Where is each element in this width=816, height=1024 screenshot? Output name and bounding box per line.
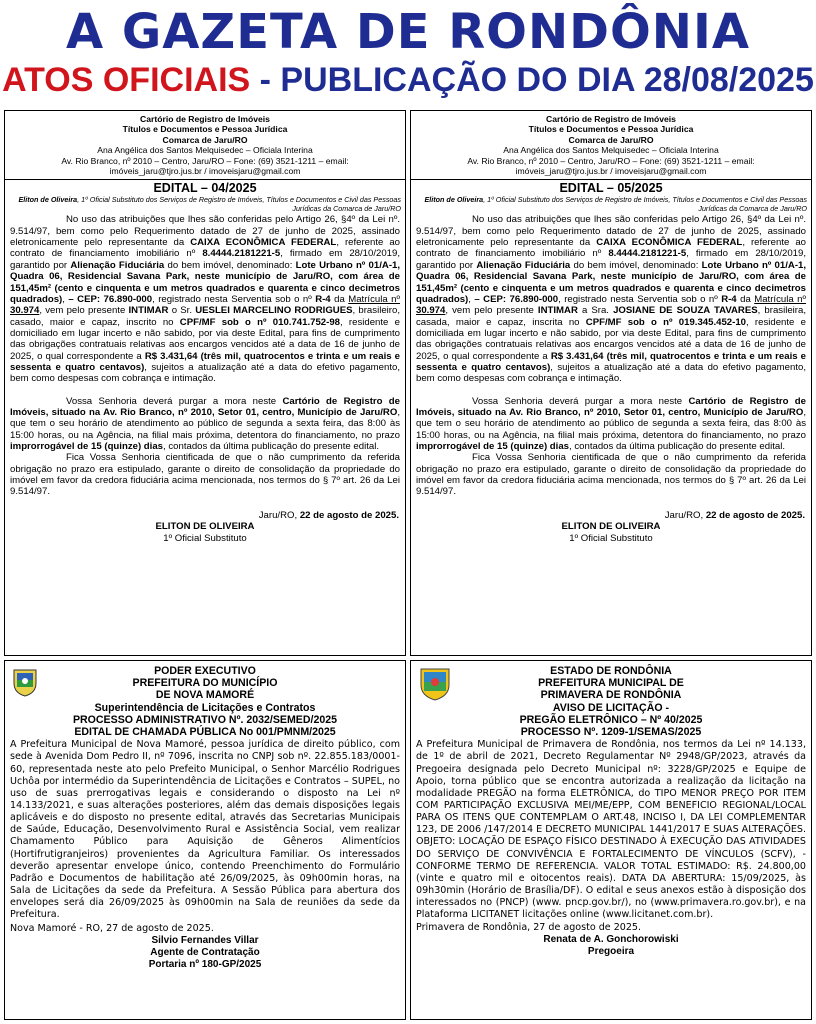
header-line: PREGÃO ELETRÔNICO – Nº 40/2025 (519, 713, 703, 726)
edital-signer: Eliton de Oliveira, 1º Oficial Substituto dos Serviços de Registro de Imóveis, Títulos e Documentos e Civil das Pessoas Jurídicas da Comarca de Jaru/RO (18, 195, 401, 214)
signature-portaria: Portaria nº 180-GP/2025 (148, 958, 262, 970)
masthead (0, 0, 816, 108)
signature-name: Renata de A. Gonchorowiski (543, 933, 679, 945)
edital-paragraph-2: Vossa Senhoria deverá purgar a mora neste Cartório de Registro de Imóveis, situado na Av. Rio Branco, nº 2010, Setor 01, centro, Município de Jaru/RO, que tem o seu horário de atendimento ao público de segunda a sexta feira, das 8:00 às 15:00 horas, ou na Agência, na filial mais próxima, detentora do financiamento, no prazo improrrogável de 15 (quinze) dias, contados da última publicação do presente edital. (10, 395, 400, 452)
primavera-notice (410, 660, 812, 1020)
signature-name: ELITON DE OLIVEIRA (155, 521, 255, 533)
nova-mamore-notice (4, 660, 406, 1020)
header-line: PRIMAVERA DE RONDÔNIA (540, 689, 682, 702)
cartorio-name: Cartório de Registro de Imóveis (140, 114, 270, 124)
header-line: PROCESSO ADMINISTRATIVO Nº. 2032/SEMED/2025 (72, 713, 338, 726)
cartorio-oficiala: Ana Angélica dos Santos Melquisedec – Oficiala Interina (97, 145, 313, 156)
header-line: PROCESSO Nº. 1209-1/SEMAS/2025 (520, 726, 702, 739)
newspaper-title: A GAZETA DE RONDÔNIA (66, 4, 750, 60)
header-line: DE NOVA MAMORÉ (155, 689, 255, 702)
notice-header (411, 661, 811, 738)
notice-header (5, 661, 405, 738)
edital-04-notice (4, 110, 406, 656)
notice-signature (411, 934, 811, 958)
signature-role: Agente de Contratação (150, 946, 260, 958)
publication-date-label: - PUBLICAÇÃO DO DIA 28/08/2025 (250, 61, 814, 99)
edital-body (5, 213, 405, 497)
primavera-crest-icon (415, 667, 455, 701)
municipal-crest-icon (11, 667, 39, 697)
divider (5, 179, 405, 180)
signature-name: Silvio Fernandes Villar (151, 934, 259, 946)
edital-signature (5, 521, 405, 544)
header-line: AVISO DE LICITAÇÃO - (552, 701, 670, 714)
notice-body (5, 738, 405, 935)
cartorio-oficiala: Ana Angélica dos Santos Melquisedec – Oficiala Interina (503, 145, 719, 156)
edital-signer: Eliton de Oliveira, 1º Oficial Substituto dos Serviços de Registro de Imóveis, Títulos e Documentos e Civil das Pessoas Jurídicas da Comarca de Jaru/RO (424, 195, 807, 214)
signature-role: Pregoeira (587, 945, 635, 957)
divider (411, 179, 811, 180)
header-line: ESTADO DE RONDÔNIA (550, 665, 672, 677)
edital-paragraph-1: No uso das atribuições que lhes são conferidas pelo Artigo 26, §4º da Lei nº. 9.514/97, bem como pelo Requerimento datado de 27 de junho de 2025, assinado eletronicamente pelo representante da CAIXA ECONÔMICA FEDERAL, referente ao contrato de financiamento imobiliário nº 8.4444.2181221-5, firmado em 28/10/2019, garantido por Alienação Fiduciária do bem imóvel, denominado: Lote Urbano nº 01/A-1, Quadra 06, Residencial Savana Park, neste município de Jaru/RO, com área de 151,45m² (cento e cinquenta e um metros quadrados e quarenta e cinco decimetros quadrados), – CEP: 76.890-000, registrado nesta Serventia sob o nº R-4 da Matrícula nº 30.974, vem pelo presente INTIMAR a Sra. JOSIANE DE SOUZA TAVARES, brasileira, casada, maior e capaz, inscrita no CPF/MF sob o nº 019.345.452-10, residente e domiciliada em lugar incerto e não sabido, por via deste Edital, para fins de cumprimento das obrigações contratuais relativas aos encargos vencidos até a data de 16 de junho de 2025, o qual correspondente a R$ 3.431,64 (três mil, quatrocentos e trinta e um reais e sessenta e quatro centavos), sujeitos a atualização até a data do efetivo pagamento, bem como despesas com cobrança e intimação. (416, 214, 807, 385)
edital-title: EDITAL – 05/2025 (559, 181, 663, 196)
edital-paragraph-3: Fica Vossa Senhoria cientificada de que o não cumprimento da referida obrigação no prazo era estipulado, garante o direito de consolidação da propriedade do imóvel em favor da credora fiduciária acima mencionada, nos termos do § 7º art. 26 da Lei 9.514/97. (10, 452, 400, 498)
cartorio-address: Av. Rio Branco, nº 2010 – Centro, Jaru/RO – Fone: (69) 3521-1211 – email: (467, 155, 755, 166)
body-paragraph: A Prefeitura Municipal de Nova Mamoré, pessoa jurídica de direito público, com sede à Avenida Dom Pedro II, nº 7096, inscrita no CNPJ sob nº. 22.855.183/0001-60, representada neste ato pelo Prefeito Municipal, o Senhor Marcélio Rodrigues Uchôa por intermédio da Superintendência de Licitações e Contratos – SUPEL, no uso de suas prerrogativas legais e considerando o disposto na Lei nº 14.133/2021, e suas alterações posteriores, além das demais disposições legais aplicáveis e do disposto no presente edital, através das Secretarias Municipais de Saúde, Educação, Desenvolvimento Rural e Assistência Social, vem realizar Chamamento Público para Aquisição de Gêneros Alimentícios (Hortifrutigranjeiros) provenientes da Agricultura Familiar. Os interessados deverão apresentar envelope único, contendo Preenchimento do Formulário Padrão e Documentos de habilitação até 26/09/2025, às 09h00min horas, na Sala de Licitações da sede da Prefeitura. A Sessão Pública para abertura dos envelopes será dia 26/09/2025 às 09h00min na Sala de reuniões da sede da Prefeitura. (10, 739, 400, 921)
notice-date: Nova Mamoré - RO, 27 de agosto de 2025. (10, 922, 214, 934)
cartorio-comarca: Comarca de Jaru/RO (568, 134, 654, 145)
edital-title: EDITAL – 04/2025 (153, 181, 257, 196)
cartorio-comarca: Comarca de Jaru/RO (162, 134, 248, 145)
notice-signature (5, 935, 405, 971)
signature-role: 1º Oficial Substituto (163, 532, 247, 544)
header-line: PREFEITURA DO MUNICÍPIO (132, 677, 278, 690)
cartorio-header (411, 111, 811, 178)
notice-date: Primavera de Rondônia, 27 de agosto de 2025. (416, 921, 642, 933)
cartorio-address: Av. Rio Branco, nº 2010 – Centro, Jaru/RO – Fone: (69) 3521-1211 – email: (61, 155, 349, 166)
signature-role: 1º Oficial Substituto (569, 532, 653, 544)
edital-paragraph-3: Fica Vossa Senhoria cientificada de que o não cumprimento da referida obrigação no prazo era estipulado, garante o direito de consolidação da propriedade do imóvel em favor da credora fiduciária acima mencionada, nos termos do § 7º art. 26 da Lei 9.514/97. (416, 452, 806, 498)
edital-body (411, 213, 811, 497)
header-line: PODER EXECUTIVO (154, 665, 256, 677)
header-line: Superintendência de Licitações e Contratos (94, 701, 316, 714)
edital-paragraph-2: Vossa Senhoria deverá purgar a mora neste Cartório de Registro de Imóveis, situado na Av. Rio Branco, nº 2010, Setor 01, centro, Município de Jaru/RO, que tem o seu horário de atendimento ao público de segunda a sexta feira, das 8:00 às 15:00 horas, ou na Agência, na filial mais próxima, detentora do financiamento, no prazo improrrogável de 15 (quinze) dias, contados da última publicação do presente edital. (416, 395, 806, 452)
edital-paragraph-1: No uso das atribuições que lhes são conferidas pelo Artigo 26, §4º da Lei nº. 9.514/97, bem como pelo Requerimento datado de 27 de junho de 2025, assinado eletronicamente pelo representante da CAIXA ECONÔMICA FEDERAL, referente ao contrato de financiamento imobiliário nº 8.4444.2181221-5, firmado em 28/10/2019, garantido por Alienação Fiduciária do bem imóvel, denominado: Lote Urbano nº 01/A-1, Quadra 06, Residencial Savana Park, neste município de Jaru/RO, com área de 151,45m² (cento e cinquenta e um metros quadrados e quarenta e cinco decimetros quadrados), – CEP: 76.890-000, registrado nesta Serventia sob o nº R-4 da Matrícula nº 30.974, vem pelo presente INTIMAR o Sr. UESLEI MARCELINO RODRIGUES, brasileiro, casado, maior e capaz, inscrito no CPF/MF sob o nº 010.741.752-98, residente e domiciliado em lugar incerto e não sabido, por via deste Edital, para fins de cumprimento das obrigações contratuais relativas aos encargos vencidos até a data de 16 de junho de 2025, o qual correspondente a R$ 3.431,64 (três mil, quatrocentos e trinta e um reais e sessenta e quatro centavos), sujeitos a atualização até a data do efetivo pagamento, bem como despesas com cobrança e intimação. (10, 214, 401, 385)
atos-oficiais-label: ATOS OFICIAIS (2, 61, 251, 99)
cartorio-email: imóveis_jaru@tjro.jus.br / imoveisjaru@gmail.com (515, 166, 707, 177)
header-line: EDITAL DE CHAMADA PÚBLICA No 001/PMNM/2025 (74, 726, 336, 739)
cartorio-subtitle: Títulos e Documentos e Pessoa Jurídica (528, 124, 694, 135)
edital-signature (411, 521, 811, 544)
edital-date: Jaru/RO, 22 de agosto de 2025. (258, 509, 399, 521)
cartorio-subtitle: Títulos e Documentos e Pessoa Jurídica (122, 124, 288, 135)
body-paragraph: A Prefeitura Municipal de Primavera de Rondônia, nos termos da Lei nº 14.133, de 1º de abril de 2021, Decreto Regulamentar Nº 2948/GP/2023, através da Pregoeira designada pelo Decreto Municipal nº: 3228/GP/2025 e Equipe de Apoio, torna público que se encontra autorizada a realização da licitação na modalidade PREGÃO na forma ELETRÔNICA, do TIPO MENOR PREÇO POR ITEM COM PARTICIPAÇÃO EXCLUSIVA MEI/ME/EPP, COM BENEFICIO REGIONAL/LOCAL PARA OS ITENS QUE CONTEMPLAM O ART.48, INCISO I, DA LEI COMPLEMENTAR 123, DE 2006 /147/2014 E DECRETO MUNICIPAL 1441/2017 E SUAS ALTERAÇÕES. OBJETO: LOCAÇÃO DE ESPAÇO FÍSICO DESTINADO À EXECUÇÃO DAS ATIVIDADES DO SERVIÇO DE CONVIVÊNCIA E FORTALECIMENTO DE VÍNCULOS (SCFV), - CONFORME TERMO DE REFERENCIA. VALOR TOTAL ESTIMADO: R$. 24.800,00 (vinte e quatro mil e oitocentos reais). DATA DA ABERTURA: 15/09/2025, às 09h30min (Horário de Brasília/DF). O edital e seus anexos estão à disposição dos interessados no (PNCP) (www. pncp.gov.br/), no (www.primavera.ro.gov.br), e na Plataforma LICITANET licitações online (www.licitanet.com.br). (416, 739, 806, 921)
edital-05-notice (410, 110, 812, 656)
header-line: PREFEITURA MUNICIPAL DE (538, 677, 684, 690)
edital-date: Jaru/RO, 22 de agosto de 2025. (664, 509, 805, 521)
publication-line (0, 60, 816, 100)
notice-body (411, 738, 811, 934)
cartorio-header (5, 111, 405, 178)
cartorio-name: Cartório de Registro de Imóveis (546, 114, 676, 124)
cartorio-email: imóveis_jaru@tjro.jus.br / imoveisjaru@gmail.com (109, 166, 301, 177)
signature-name: ELITON DE OLIVEIRA (561, 521, 661, 533)
